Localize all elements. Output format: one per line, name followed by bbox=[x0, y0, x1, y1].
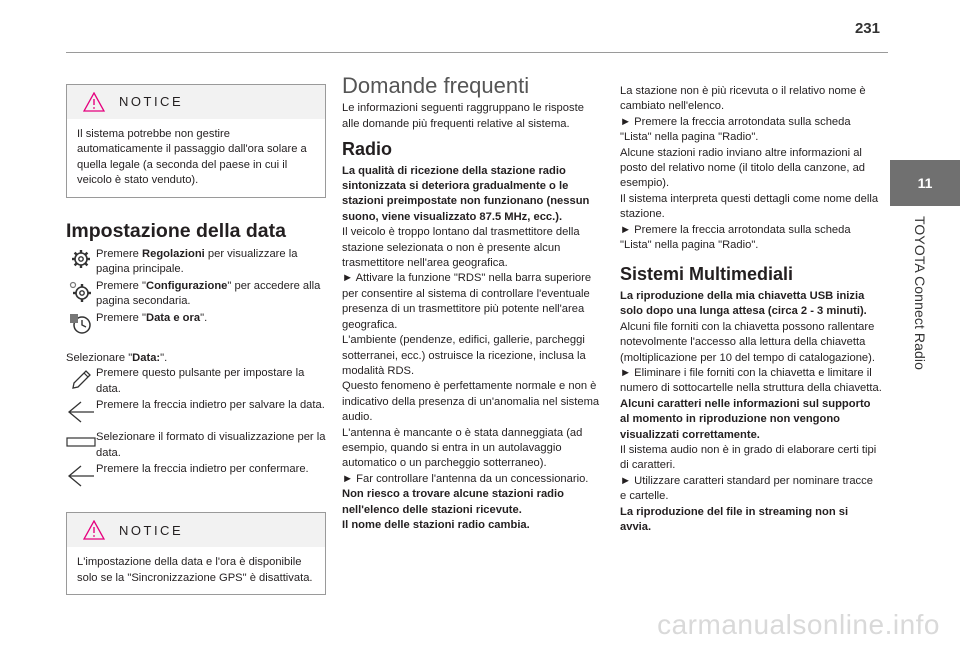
step3-pre: Premere " bbox=[96, 312, 146, 325]
answer-5-2: ► Utilizzare caratteri standard per nominare tracce e cartelle. bbox=[620, 474, 873, 503]
question-3: Il nome delle stazioni radio cambia. bbox=[342, 518, 530, 531]
action-confirm-back bbox=[66, 462, 330, 494]
notice-box bbox=[66, 512, 326, 595]
step1-post: per visualizzare la pagina principale. bbox=[96, 248, 298, 276]
action4-text: Premere la freccia indietro per confermare. bbox=[96, 463, 309, 476]
warning-icon bbox=[83, 92, 105, 112]
notice-box bbox=[66, 84, 326, 198]
settings-gear-icon bbox=[71, 249, 91, 269]
column-left bbox=[66, 70, 330, 595]
action1-text: Premere questo pulsante per impostare la data. bbox=[96, 367, 305, 395]
step1-bold: Regolazioni bbox=[142, 248, 205, 261]
answer-4-2: ► Eliminare i file forniti con la chiavetta e limitare il numero di sottocartelle nella struttura della chiavetta. bbox=[620, 366, 882, 395]
select-pre: Selezionare " bbox=[66, 352, 133, 365]
step-data-ora bbox=[66, 311, 330, 343]
chapter-number: 11 bbox=[890, 160, 960, 206]
answer-3-3: ► Premere la freccia arrotondata sulla scheda "Lista" nella pagina "Radio". bbox=[620, 223, 851, 252]
select-bold: Data: bbox=[132, 352, 161, 365]
chapter-title: TOYOTA Connect Radio bbox=[912, 216, 928, 370]
top-divider bbox=[66, 52, 888, 53]
back-arrow-icon bbox=[67, 464, 95, 488]
step3-bold: Data e ora bbox=[145, 312, 201, 325]
answer-1-6: ► Far controllare l'antenna da un concessionario. bbox=[342, 472, 589, 485]
question-4: La riproduzione della mia chiavetta USB inizia solo dopo una lunga attesa (circa 2 - 3 minuti). bbox=[620, 289, 867, 318]
select-date-line bbox=[66, 351, 330, 366]
answer-1-5: L'antenna è mancante o è stata danneggiata (ad esempio, quando si entra in un autolavaggio automatico o un parcheggio sotterraneo). bbox=[342, 426, 583, 470]
watermark: carmanualsonline.info bbox=[657, 609, 940, 640]
chapter-tab bbox=[888, 160, 960, 490]
step2-post: " per accedere alla pagina secondaria. bbox=[96, 280, 321, 308]
answer-2-1: La stazione non è più ricevuta o il relativo nome è cambiato nell'elenco. bbox=[620, 85, 866, 113]
step3-post: ". bbox=[200, 312, 208, 325]
column-right bbox=[620, 84, 882, 535]
page-number: 231 bbox=[854, 20, 880, 37]
answer-3-1: Alcune stazioni radio inviano altre informazioni al posto del relativo nome (il titolo della canzone, ad esempio). bbox=[620, 146, 866, 190]
action-save-back bbox=[66, 398, 330, 430]
step1-pre: Premere bbox=[96, 248, 143, 261]
date-setting-heading: Impostazione della data bbox=[66, 219, 286, 242]
notice-title: NOTICE bbox=[119, 94, 184, 110]
back-arrow-icon bbox=[67, 400, 95, 424]
question-1: La qualità di ricezione della stazione radio sintonizzata si deteriora gradualmente o le stazioni preimpostate non funzionano (nessun suono, viene visualizzato 87.5 MHz, ecc.). bbox=[342, 164, 590, 223]
notice-header bbox=[67, 85, 325, 119]
action2-text: Premere la freccia indietro per salvare la data. bbox=[96, 399, 325, 412]
answer-1-3: L'ambiente (pendenze, edifici, gallerie, parcheggi sotterranei, ecc.) ostruisce la ricezione, inclusa la modalità RDS. bbox=[342, 334, 586, 377]
step-regolazioni bbox=[66, 247, 330, 279]
answer-5-1: Il sistema audio non è in grado di elaborare certi tipi di caratteri. bbox=[620, 443, 877, 472]
column-middle bbox=[342, 74, 604, 533]
question-6: La riproduzione del file in streaming non si avvia. bbox=[620, 505, 849, 533]
select-post: ". bbox=[160, 352, 168, 365]
answer-3-2: Il sistema interpreta questi dettagli come nome della stazione. bbox=[620, 192, 879, 221]
notice-header bbox=[67, 513, 325, 547]
pencil-icon bbox=[69, 368, 93, 392]
format-bar-icon bbox=[66, 432, 96, 452]
answer-1-1: Il veicolo è troppo lontano dal trasmettitore della stazione selezionata o non è presente alcun trasmettitore nell'area geografica. bbox=[342, 226, 580, 270]
faq-heading: Domande frequenti bbox=[342, 73, 530, 98]
warning-icon bbox=[83, 520, 105, 540]
notice-title: NOTICE bbox=[119, 522, 184, 538]
action-format bbox=[66, 430, 330, 462]
settings-cog-icon bbox=[69, 281, 93, 303]
multimedia-heading: Sistemi Multimediali bbox=[620, 264, 794, 285]
notice-text: L'impostazione della data e l'ora è disponibile solo se la "Sincronizzazione GPS" è disattivata. bbox=[77, 556, 313, 584]
step2-bold: Configurazione bbox=[145, 280, 228, 293]
answer-1-2: ► Attivare la funzione "RDS" nella barra superiore per consentire al sistema di controllare l'eventuale presenza di un trasmettitore più potente nell'area geografica. bbox=[342, 272, 592, 331]
action3-text: Selezionare il formato di visualizzazione per la data. bbox=[96, 431, 326, 459]
question-5: Alcuni caratteri nelle informazioni sul supporto al momento in riproduzione non vengono visualizzati correttamente. bbox=[620, 397, 871, 441]
notice-text: Il sistema potrebbe non gestire automaticamente il passaggio dall'ora solare a quella legale (a seconda del paese in cui il veicolo è stato venduto). bbox=[77, 128, 307, 187]
answer-4-1: Alcuni file forniti con la chiavetta possono rallentare notevolmente l'accesso alla lettura della chiavetta (moltiplicazione per 10 del tempo di catalogazione). bbox=[620, 320, 875, 364]
answer-2-2: ► Premere la freccia arrotondata sulla scheda "Lista" nella pagina "Radio". bbox=[620, 115, 851, 144]
question-2: Non riesco a trovare alcune stazioni radio nell'elenco delle stazioni ricevute. bbox=[342, 488, 564, 516]
step-configurazione bbox=[66, 279, 330, 311]
answer-1-4: Questo fenomeno è perfettamente normale e non è indicativo della presenza di un'anomalia nel sistema audio. bbox=[342, 380, 600, 424]
action-set-date bbox=[66, 366, 330, 398]
step2-pre: Premere " bbox=[96, 280, 146, 293]
radio-heading: Radio bbox=[342, 139, 393, 160]
clock-icon bbox=[69, 313, 93, 335]
faq-intro: Le informazioni seguenti raggruppano le risposte alle domande più frequenti relative al sistema. bbox=[342, 102, 584, 130]
